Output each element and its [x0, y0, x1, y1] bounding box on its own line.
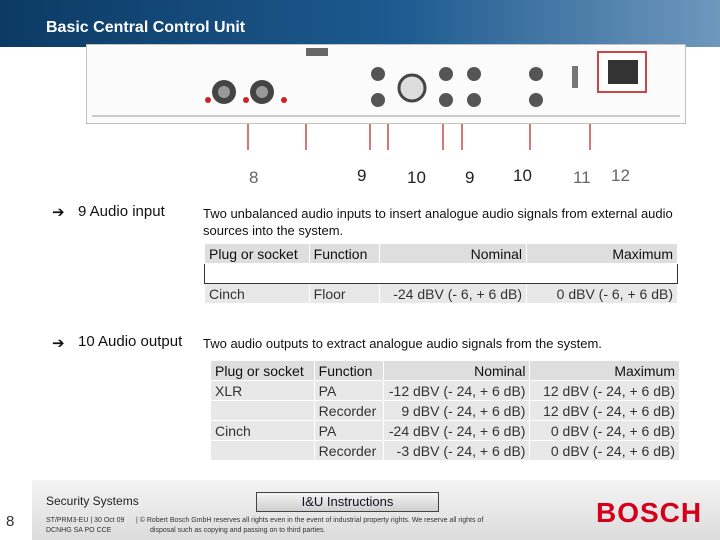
header-function: Function [309, 244, 379, 264]
cell-maximum: 12 dBV (- 24, + 6 dB) [530, 381, 680, 401]
bosch-logo: BOSCH [596, 497, 703, 528]
cell-nominal: -3 dBV (- 24, + 6 dB) [384, 441, 530, 461]
header-plug: Plug or socket [211, 361, 315, 381]
cell-nominal: -24 dBV (- 6, + 6 dB) [380, 284, 527, 304]
header-function: Function [314, 361, 384, 381]
cell-function: Recorder [314, 401, 384, 421]
cell-plug: Cinch [205, 284, 310, 304]
table-row [205, 284, 678, 304]
callout-10b: 10 [513, 166, 532, 185]
table-row [211, 381, 680, 401]
cell-maximum: 12 dBV (- 24, + 6 dB) [530, 401, 680, 421]
table-row [211, 441, 680, 461]
audio-input-label: 9 Audio input [78, 203, 165, 220]
table-row [211, 421, 680, 441]
cell-function: Floor [309, 284, 379, 304]
header-maximum: Maximum [530, 361, 680, 381]
table-row-blank [205, 264, 678, 284]
table-row [211, 401, 680, 421]
cell-maximum: 0 dBV (- 24, + 6 dB) [530, 441, 680, 461]
page-number: 8 [6, 513, 15, 530]
header-nominal: Nominal [384, 361, 530, 381]
instructions-link-label: I&U Instructions [301, 494, 394, 509]
cell-nominal: -24 dBV (- 24, + 6 dB) [384, 421, 530, 441]
cell-maximum: 0 dBV (- 24, + 6 dB) [530, 421, 680, 441]
callout-9a: 9 [357, 166, 367, 185]
cell-plug [211, 441, 315, 461]
table-header-row [211, 361, 680, 381]
audio-input-table [204, 243, 678, 304]
footer-legal-1: | © Robert Bosch GmbH reserves all rights even in the event of industrial property rights. We reserve all rights of [136, 517, 484, 524]
cell-maximum: 0 dBV (- 6, + 6 dB) [527, 284, 678, 304]
footer-org: Security Systems [46, 494, 139, 508]
callout-9b: 9 [465, 168, 475, 187]
table-header-row [205, 244, 678, 264]
callout-12: 12 [611, 166, 630, 185]
footer-meta-1: ST/PRM3-EU | 30 Oct 09 [46, 517, 125, 524]
cell-function: PA [314, 421, 384, 441]
header-maximum: Maximum [527, 244, 678, 264]
header-plug: Plug or socket [205, 244, 310, 264]
cell-function: PA [314, 381, 384, 401]
footer-meta-2: DCNHG SA PO CCE [46, 527, 112, 534]
instructions-link[interactable] [256, 492, 439, 512]
blank-row [205, 264, 678, 284]
cell-nominal: -12 dBV (- 24, + 6 dB) [384, 381, 530, 401]
cell-plug [211, 401, 315, 421]
callout-11: 11 [573, 168, 591, 187]
cell-plug: XLR [211, 381, 315, 401]
footer-legal-2: disposal such as copying and passing on to third parties. [150, 527, 326, 534]
callout-10a: 10 [407, 168, 426, 187]
page-title: Basic Central Control Unit [46, 19, 246, 36]
callout-8: 8 [249, 168, 259, 187]
cell-nominal: 9 dBV (- 24, + 6 dB) [384, 401, 530, 421]
audio-output-label: 10 Audio output [78, 333, 183, 350]
bullet-arrow-icon-2: ➔ [52, 335, 65, 352]
bullet-arrow-icon: ➔ [52, 204, 65, 221]
audio-input-description: Two unbalanced audio inputs to insert analogue audio signals from external audio sources into the system. [203, 206, 673, 238]
audio-output-description: Two audio outputs to extract analogue audio signals from the system. [203, 336, 602, 351]
cell-function: Recorder [314, 441, 384, 461]
cell-plug: Cinch [211, 421, 315, 441]
header-nominal: Nominal [380, 244, 527, 264]
audio-output-table [210, 360, 680, 461]
